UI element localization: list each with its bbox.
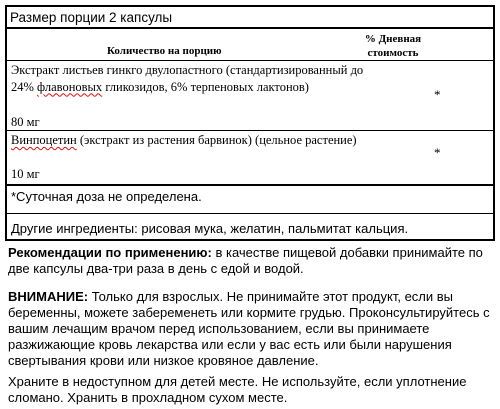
warning-text: Только для взрослых. Не принимайте этот продукт, если вы беременны, можете забеременеть или кормите грудью. Проконсультируйтесь с вашим лечащим врачом перед использованием, если вы принимаете разжижающие кровь лекарства или если у вас есть или были нарушения свертывания крови или низкое кровяное давление. (8, 289, 490, 368)
daily-value-header: % Дневная стоимость (364, 33, 422, 59)
divider (7, 213, 493, 214)
warning-paragraph (8, 289, 498, 369)
ingredient-ginkgo: Экстракт листьев гинкго двулопастного (стандартизированный до 24% флавоновых гликозидов, 6% терпеновых лактонов) (11, 63, 364, 94)
divider (7, 27, 493, 29)
divider (7, 130, 493, 131)
divider (7, 60, 493, 61)
amount-per-serving-header: Количество на порцию (107, 45, 222, 57)
directions-paragraph (8, 245, 498, 277)
daily-value: * (434, 145, 441, 160)
footnote: *Суточная доза не определена. (11, 189, 202, 204)
serving-size: Размер порции 2 капсулы (10, 10, 173, 25)
directions-label: Рекомендации по применению: (8, 245, 212, 260)
divider (7, 184, 493, 186)
warning-label: ВНИМАНИЕ: (8, 289, 89, 304)
ingredient-vinpocetine: Винпоцетин (экстракт из растения барвинок) (цельное растение) (11, 133, 357, 147)
daily-value: * (434, 87, 441, 102)
directions-text: в качестве пищевой добавки принимайте по две капсулы два-три раза в день с едой и водой. (8, 245, 483, 276)
storage-paragraph: Храните в недоступном для детей месте. Не используйте, если уплотнение сломано. Хранить в прохладном сухом месте. (8, 374, 467, 405)
supplement-facts-panel (5, 5, 495, 241)
ingredient-amount: 80 мг (11, 115, 40, 129)
other-ingredients: Другие ингредиенты: рисовая мука, желатин, пальмитат кальция. (11, 221, 409, 236)
ingredient-amount: 10 мг (11, 167, 40, 181)
